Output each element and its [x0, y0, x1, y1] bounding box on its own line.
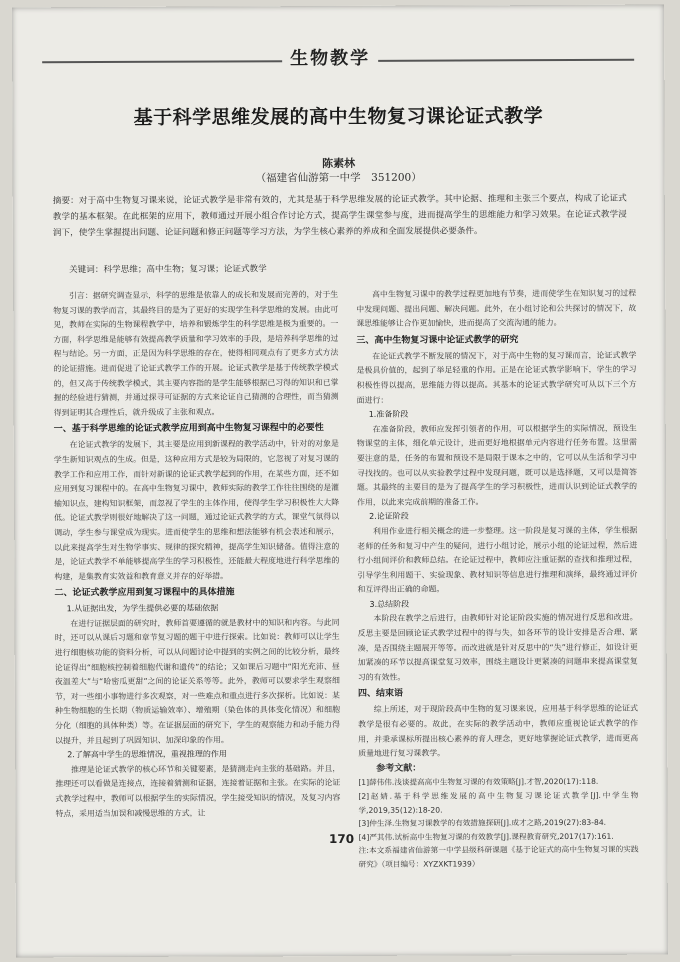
reference-item: [1]薛伟伟.浅谈提高高中生物复习课的有效策略[J].才智,2020(17):118. — [358, 777, 599, 788]
subsection-heading: 1.准备阶段 — [368, 409, 409, 420]
journal-page — [12, 5, 668, 958]
right-column — [356, 287, 639, 872]
subsection-heading: 1.从证据出发，为学生提供必要的基础依据 — [66, 603, 219, 614]
subsection-heading: 2.论证阶段 — [369, 512, 409, 522]
abstract: 摘要：对于高中生物复习课来说，论证式教学是非常有效的，尤其是基于科学思维发展的论证式教学。其中论据、推理和主张三个要点，构成了论证式教学的基本框架。在此框架的应用下，教师通过开展小组合作讨论方式，提高学生课堂参与度，进而提高学生的思维能力和学习效果。在论证式教学浸润下，使学生掌握提出问题、论证问题和修正问题等学习方法，为学生核心素养的养成和全面发展提供必要条件。 — [52, 193, 627, 239]
section-heading-1: 一、基于科学思维的论证式教学应用到高中生物复习课程中的必要性 — [53, 423, 324, 435]
reference-item: [3]仲生泽.生物复习课教学的有效措施探研[J].成才之路,2019(27):83-84. — [358, 818, 607, 829]
article-title: 基于科学思维发展的高中生物复习课论证式教学 — [133, 105, 544, 129]
body-paragraph: 利用作业进行相关概念的进一步整理。这一阶段是复习课的主体，学生根据老师的任务和复习中产生的疑问，进行小组讨论，展示小组的论证过程，然后进行小组间评价和教师总结。在论证过程中，教师应注重证据的查找和推理过程，引导学生利用题干、实验现象、教材知识等信息进行推理和演绎，最终通过评价和互评得出正确的命题。 — [357, 525, 638, 595]
subsection-heading: 2.了解高中学生的思维情况，重视推理的作用 — [67, 749, 227, 760]
author-affiliation: （福建省仙游第一中学 351200） — [255, 171, 422, 185]
section-heading-2: 二、论证式教学应用到复习课程中的具体措施 — [54, 587, 235, 599]
intro-paragraph: 引言：据研究调查显示，科学的思维是依靠人的成长和发展而完善的，对于生物复习课的教学而言，其最终目的是为了更好的实现学生科学思维的发展。由此可见，教师在实际的生物课程教学中，培养和锻炼学生的科学思维是极为重要的。一方面，科学思维是能够有效提高教学质量和学习效率的手段，是培养科学思维的过程与结论。另一方面，正是因为科学思维的存在，使得相同观点有了更多方式方法的论证措施。进而促进了论证式教学工作的开展。论证式教学是基于传统教学模式的，但又高于传统教学模式，其主要内容指的是学生能够根据已习得的知识和已掌握的经验进行猜测，并通过探寻可证据的方式来论证自己猜测的合理性，而当猜测得到证明其合理性后，就升级成了主张和观点。 — [53, 290, 339, 417]
body-paragraph: 在论证式教学的发展下，其主要是应用到新课程的教学活动中，针对的对象是学生新知识观点的生成。但是，这种应用方式是较为局限的，它忽视了对复习课的教学工作和应用工作，而针对新课的论证式教学起到的作用，在某些方面，还不如应用到复习课程中的。在高中生物复习课中，教师实际的教学工作往往围绕的是灌输知识点，建构知识框架，而忽视了学生的主体作用，使得学生学习积极性大大降低。论证式教学则很好地解决了这一问题，通过论证式教学的方式，课堂气氛得以调动，学生参与课堂成为现实。进而使学生的思维和想法能够有机会表述和展示，以此来提高学生对生物学事实、规律的探究精神，提高学生知识储备。值得注意的是，论证式教学不单能够提高学生的学习积极性，还能最大程度地进行科学思维的构建，是集教育实效益和教育意义并存的好举措。 — [53, 439, 340, 581]
reference-item: [2]赵婧.基于科学思维发展的高中生物复习课论证式教学[J].中学生物学,2019,35(12):18-20. — [358, 790, 639, 815]
references-heading: 参考文献： — [376, 763, 422, 774]
footnote: 注:本文系福建省仙游第一中学县级科研课题《基于论证式的高中生物复习课的实践研究》（项目编号：XYZXKT1939） — [358, 845, 639, 869]
body-paragraph: 推理是论证式教学的核心环节和关键要素，是猜测走向主张的基础路。并且，推理还可以看做是连接点，连接着猜测和证据，连接着证据和主张。在实际的论证式教学过程中，教师可以根据学生的实际情况，学生接受知识的情况，及复习内容特点，采用适当加误和减慢思维的方式，让 — [55, 763, 341, 818]
body-paragraph: 在进行证据层面的研究时，教师首要遵循的就是教材中的知识和内容。与此同时，还可以从课后习题和章节复习题的题干中进行探索。比如说：教师可以让学生进行细胞核功能的资料分析，可以从问题讨论中提到的实例之间的比较分析，最终论证得出“细胞核控制着细胞代谢和遗传”的结论；又如课后习题中“阳光充沛、昼夜温差大”与“哈密瓜更甜”之间的论证关系等等。此外，教师可以要求学生观察细节，对一些细小事物进行多次观察，对一些难点和重点进行多次探析。比如说：某种生物细胞的生长期（物质运输效率）、增殖期（染色体的具体变化情况）和细胞分化（细胞的具体种类）等。在证据层面的研究下，学生的观察能力和动手能力得以提升，并且起到了巩固知识、加深印象的作用。 — [54, 617, 341, 745]
body-paragraph: 在准备阶段，教师应发挥引领者的作用，可以根据学生的实际情况，预设生物课堂的主体，细化单元设计，进而更好地根据单元内容进行任务布置。这里需要注意的是，任务的布置和预设不是局限于课本之中的，它可以从生活和学习中寻找找的。也可以从实验教学过程中发现问题，既可以是选择题，又可以是简答题。其最终的主要目的是为了提高学生的学习积极性，进而认识到论证式教学的作用，以此来完成前期的准备工作。 — [356, 423, 638, 507]
subsection-heading: 3.总结阶段 — [369, 599, 410, 609]
body-paragraph: 本阶段在教学之后进行，由教师针对论证阶段实施的情况进行反思和改进。反思主要是回顾论证式教学过程中的得与失，如各环节的设计安排是否合理、紧凑，是否围绕主题展开等等。而改进就是针对反思中的“失”进行修正，如设计更加紧凑的环节以提高课堂复习效率，围绕主题设计更紧凑的问题串来提高课堂复习的有效性。 — [357, 613, 638, 682]
body-paragraph: 高中生物复习课中的教学过程更加地有节奏，进而使学生在知识复习的过程中发现问题、提出问题、解决问题。此外，在小组讨论和公共探讨的情况下，故课思维能够让合作更加愉快，进而提高了交流沟通的能力。 — [356, 288, 637, 329]
left-column — [53, 288, 340, 821]
author-name: 陈素林 — [322, 156, 356, 171]
page-number: 170 — [329, 831, 355, 847]
keywords: 关键词：科学思维；高中生物；复习课；论证式教学 — [69, 264, 267, 276]
section-heading-4: 四、结束语 — [357, 689, 403, 700]
body-paragraph: 综上所述，对于现阶段高中生物的复习课来说，应用基于科学思维的论证式教学是很有必要的。故此，在实际的教学活动中，教师应重视论证式教学的作用，并秉承课标所提出核心素养的育人理念，更好地掌握论证式教学，进而更高质量地进行复习课教学。 — [358, 704, 639, 759]
section-tag: 生物教学 — [282, 44, 378, 70]
reference-item: [4]严其伟.试析高中生物复习课的有效教学[J].课程教育研究,2017(17):161. — [358, 831, 614, 842]
body-paragraph: 在论证式教学不断发展的情况下，对于高中生物的复习课而言，论证式教学是极具价值的，起到了举足轻重的作用。正是在论证式教学影响下，学生的学习积极性得以提高，思维能力得以提高。其基本的论证式教学研究可从以下三个方面进行： — [356, 350, 637, 405]
section-heading-3: 三、高中生物复习课中论证式教学的研究 — [356, 335, 519, 346]
